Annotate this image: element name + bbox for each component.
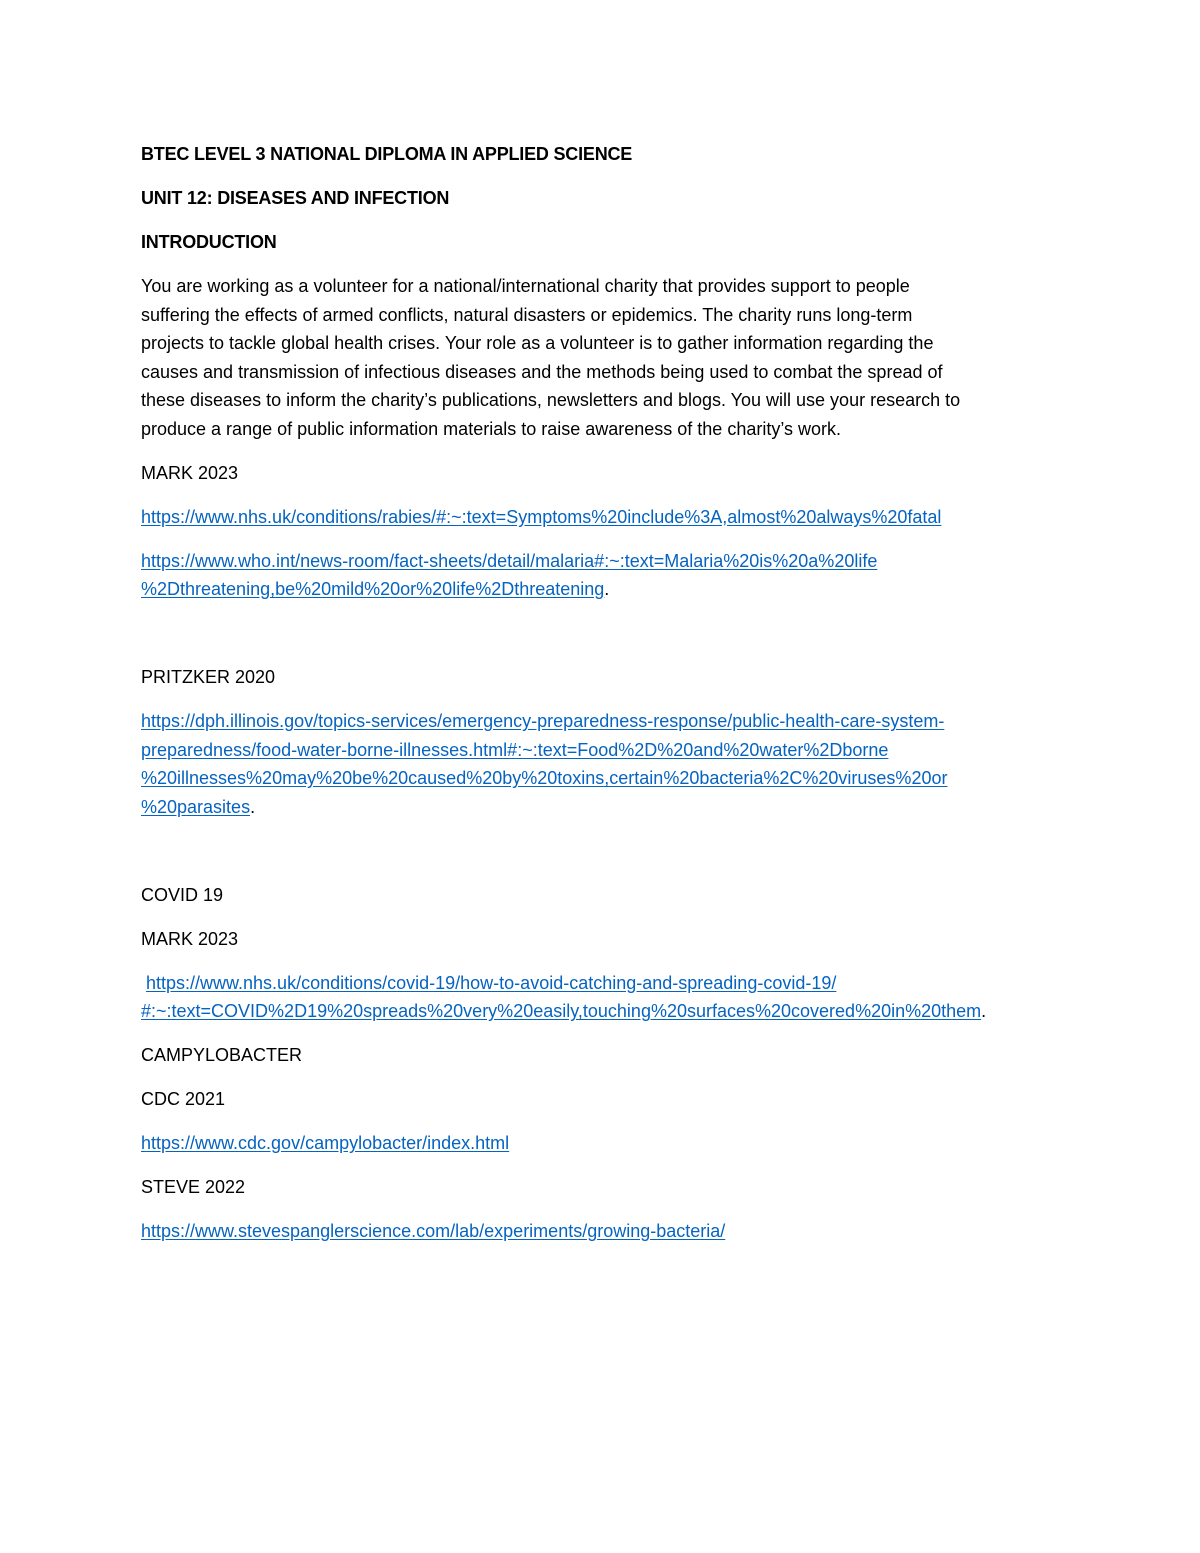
reference-label-pritzker-2020: PRITZKER 2020 — [141, 667, 276, 687]
steve-link[interactable]: https://www.stevespanglerscience.com/lab/experiments/growing-bacteria/ — [141, 1221, 726, 1241]
reference-label-mark-2023: MARK 2023 — [141, 462, 239, 483]
trailing-period: . — [981, 1001, 987, 1021]
intro-line: You are working as a volunteer for a national/international charity that provides support to people — [141, 276, 910, 296]
pritzker-link[interactable]: https://dph.illinois.gov/topics-services/emergency-preparedness-response/public-health-care-system- — [141, 711, 945, 731]
reference-label-mark-2023-covid: MARK 2023 — [141, 928, 239, 949]
intro-line: projects to tackle global health crises. Your role as a volunteer is to gather information regarding the — [141, 333, 934, 353]
blank-line — [141, 619, 1061, 663]
pritzker-link-paragraph — [141, 707, 1061, 821]
section-label-campylobacter: CAMPYLOBACTER — [141, 1045, 303, 1065]
introduction-paragraph — [141, 272, 1056, 443]
reference-label-steve-2022: STEVE 2022 — [141, 1177, 246, 1197]
trailing-period: . — [604, 579, 610, 599]
covid-link-paragraph — [141, 969, 1061, 1026]
malaria-link-continued[interactable]: %2Dthreatening,be%20mild%20or%20life%2Dthreatening — [141, 579, 605, 599]
pritzker-link-continued[interactable]: preparedness/food-water-borne-illnesses.html#:~:text=Food%2D%20and%20water%2Dborne — [141, 739, 889, 760]
introduction-heading: INTRODUCTION — [141, 232, 277, 252]
intro-line: these diseases to inform the charity’s publications, newsletters and blogs. You will use your research to — [141, 390, 961, 410]
covid-link[interactable]: https://www.nhs.uk/conditions/covid-19/how-to-avoid-catching-and-spreading-covid-19/ — [146, 972, 837, 993]
intro-line: causes and transmission of infectious diseases and the methods being used to combat the spread of — [141, 361, 943, 382]
malaria-link-paragraph — [141, 547, 1061, 604]
section-label-covid-19: COVID 19 — [141, 884, 224, 905]
rabies-link[interactable]: https://www.nhs.uk/conditions/rabies/#:~:text=Symptoms%20include%3A,almost%20always%20fatal — [141, 506, 942, 527]
unit-title: UNIT 12: DISEASES AND INFECTION — [141, 188, 450, 208]
rabies-link-paragraph — [141, 503, 1061, 532]
cdc-link[interactable]: https://www.cdc.gov/campylobacter/index.html — [141, 1133, 510, 1153]
trailing-period: . — [250, 796, 256, 817]
steve-link-paragraph — [141, 1217, 1061, 1246]
document-title: BTEC LEVEL 3 NATIONAL DIPLOMA IN APPLIED SCIENCE — [141, 144, 633, 164]
intro-line: suffering the effects of armed conflicts, natural disasters or epidemics. The charity runs long-term — [141, 304, 913, 325]
pritzker-link-continued[interactable]: %20parasites — [141, 796, 251, 817]
reference-label-cdc-2021: CDC 2021 — [141, 1089, 226, 1109]
document-page — [141, 140, 1061, 1261]
pritzker-link-continued[interactable]: %20illnesses%20may%20be%20caused%20by%20toxins,certain%20bacteria%2C%20viruses%20or — [141, 768, 948, 788]
covid-link-continued[interactable]: #:~:text=COVID%2D19%20spreads%20very%20easily,touching%20surfaces%20covered%20in%20them — [141, 1001, 982, 1021]
cdc-link-paragraph — [141, 1129, 1061, 1158]
malaria-link[interactable]: https://www.who.int/news-room/fact-sheets/detail/malaria#:~:text=Malaria%20is%20a%20life — [141, 550, 878, 571]
intro-line: produce a range of public information materials to raise awareness of the charity’s work. — [141, 418, 842, 439]
blank-line — [141, 837, 1061, 881]
